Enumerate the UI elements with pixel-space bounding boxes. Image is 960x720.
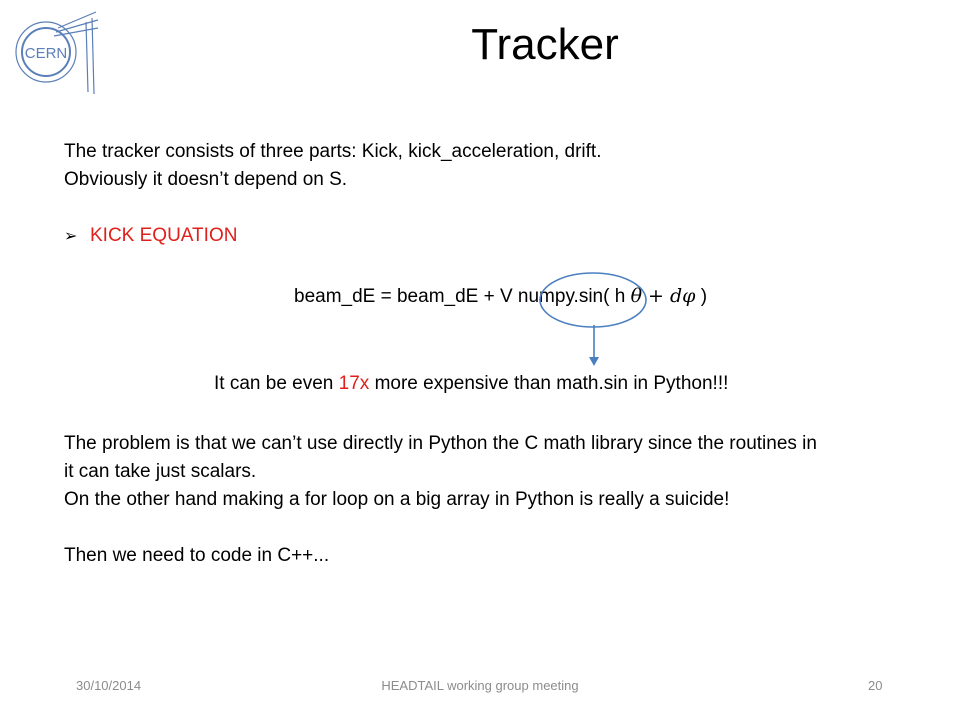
cost-after: more expensive than math.sin in Python!!!: [369, 373, 729, 394]
equation-suffix: ): [695, 286, 708, 307]
conclusion: Then we need to code in C++...: [64, 545, 330, 566]
footer-date: 30/10/2014: [76, 678, 142, 693]
intro-line-2: Obviously it doesn’t depend on S.: [64, 169, 348, 190]
loop-statement: On the other hand making a for loop on a big array in Python is really a suicide!: [64, 489, 730, 510]
footer-title: HEADTAIL working group meeting: [381, 678, 579, 693]
cost-before: It can be even: [214, 373, 339, 394]
kick-equation-heading: [64, 224, 237, 249]
problem-line-1: The problem is that we can’t use directly in Python the C math library since the routines in: [64, 433, 817, 454]
footer-page-number: 20: [868, 678, 883, 693]
problem-line-2: it can take just scalars.: [64, 461, 257, 482]
intro-line-1: The tracker consists of three parts: Kick, kick_acceleration, drift.: [64, 141, 602, 162]
svg-text:CERN: CERN: [24, 45, 68, 62]
cost-highlight: 17x: [338, 373, 370, 394]
cost-statement: [214, 372, 728, 396]
down-arrow-icon: [584, 325, 604, 367]
highlight-ellipse: [538, 270, 648, 330]
equation-math: θ + dφ: [630, 285, 696, 307]
equation-prefix: beam_dE = beam_dE + V numpy.sin( h: [294, 286, 631, 307]
arrowhead-bullet-icon: ➢: [64, 228, 78, 245]
kick-heading-text: KICK EQUATION: [90, 225, 238, 246]
slide-title: Tracker: [471, 20, 619, 69]
